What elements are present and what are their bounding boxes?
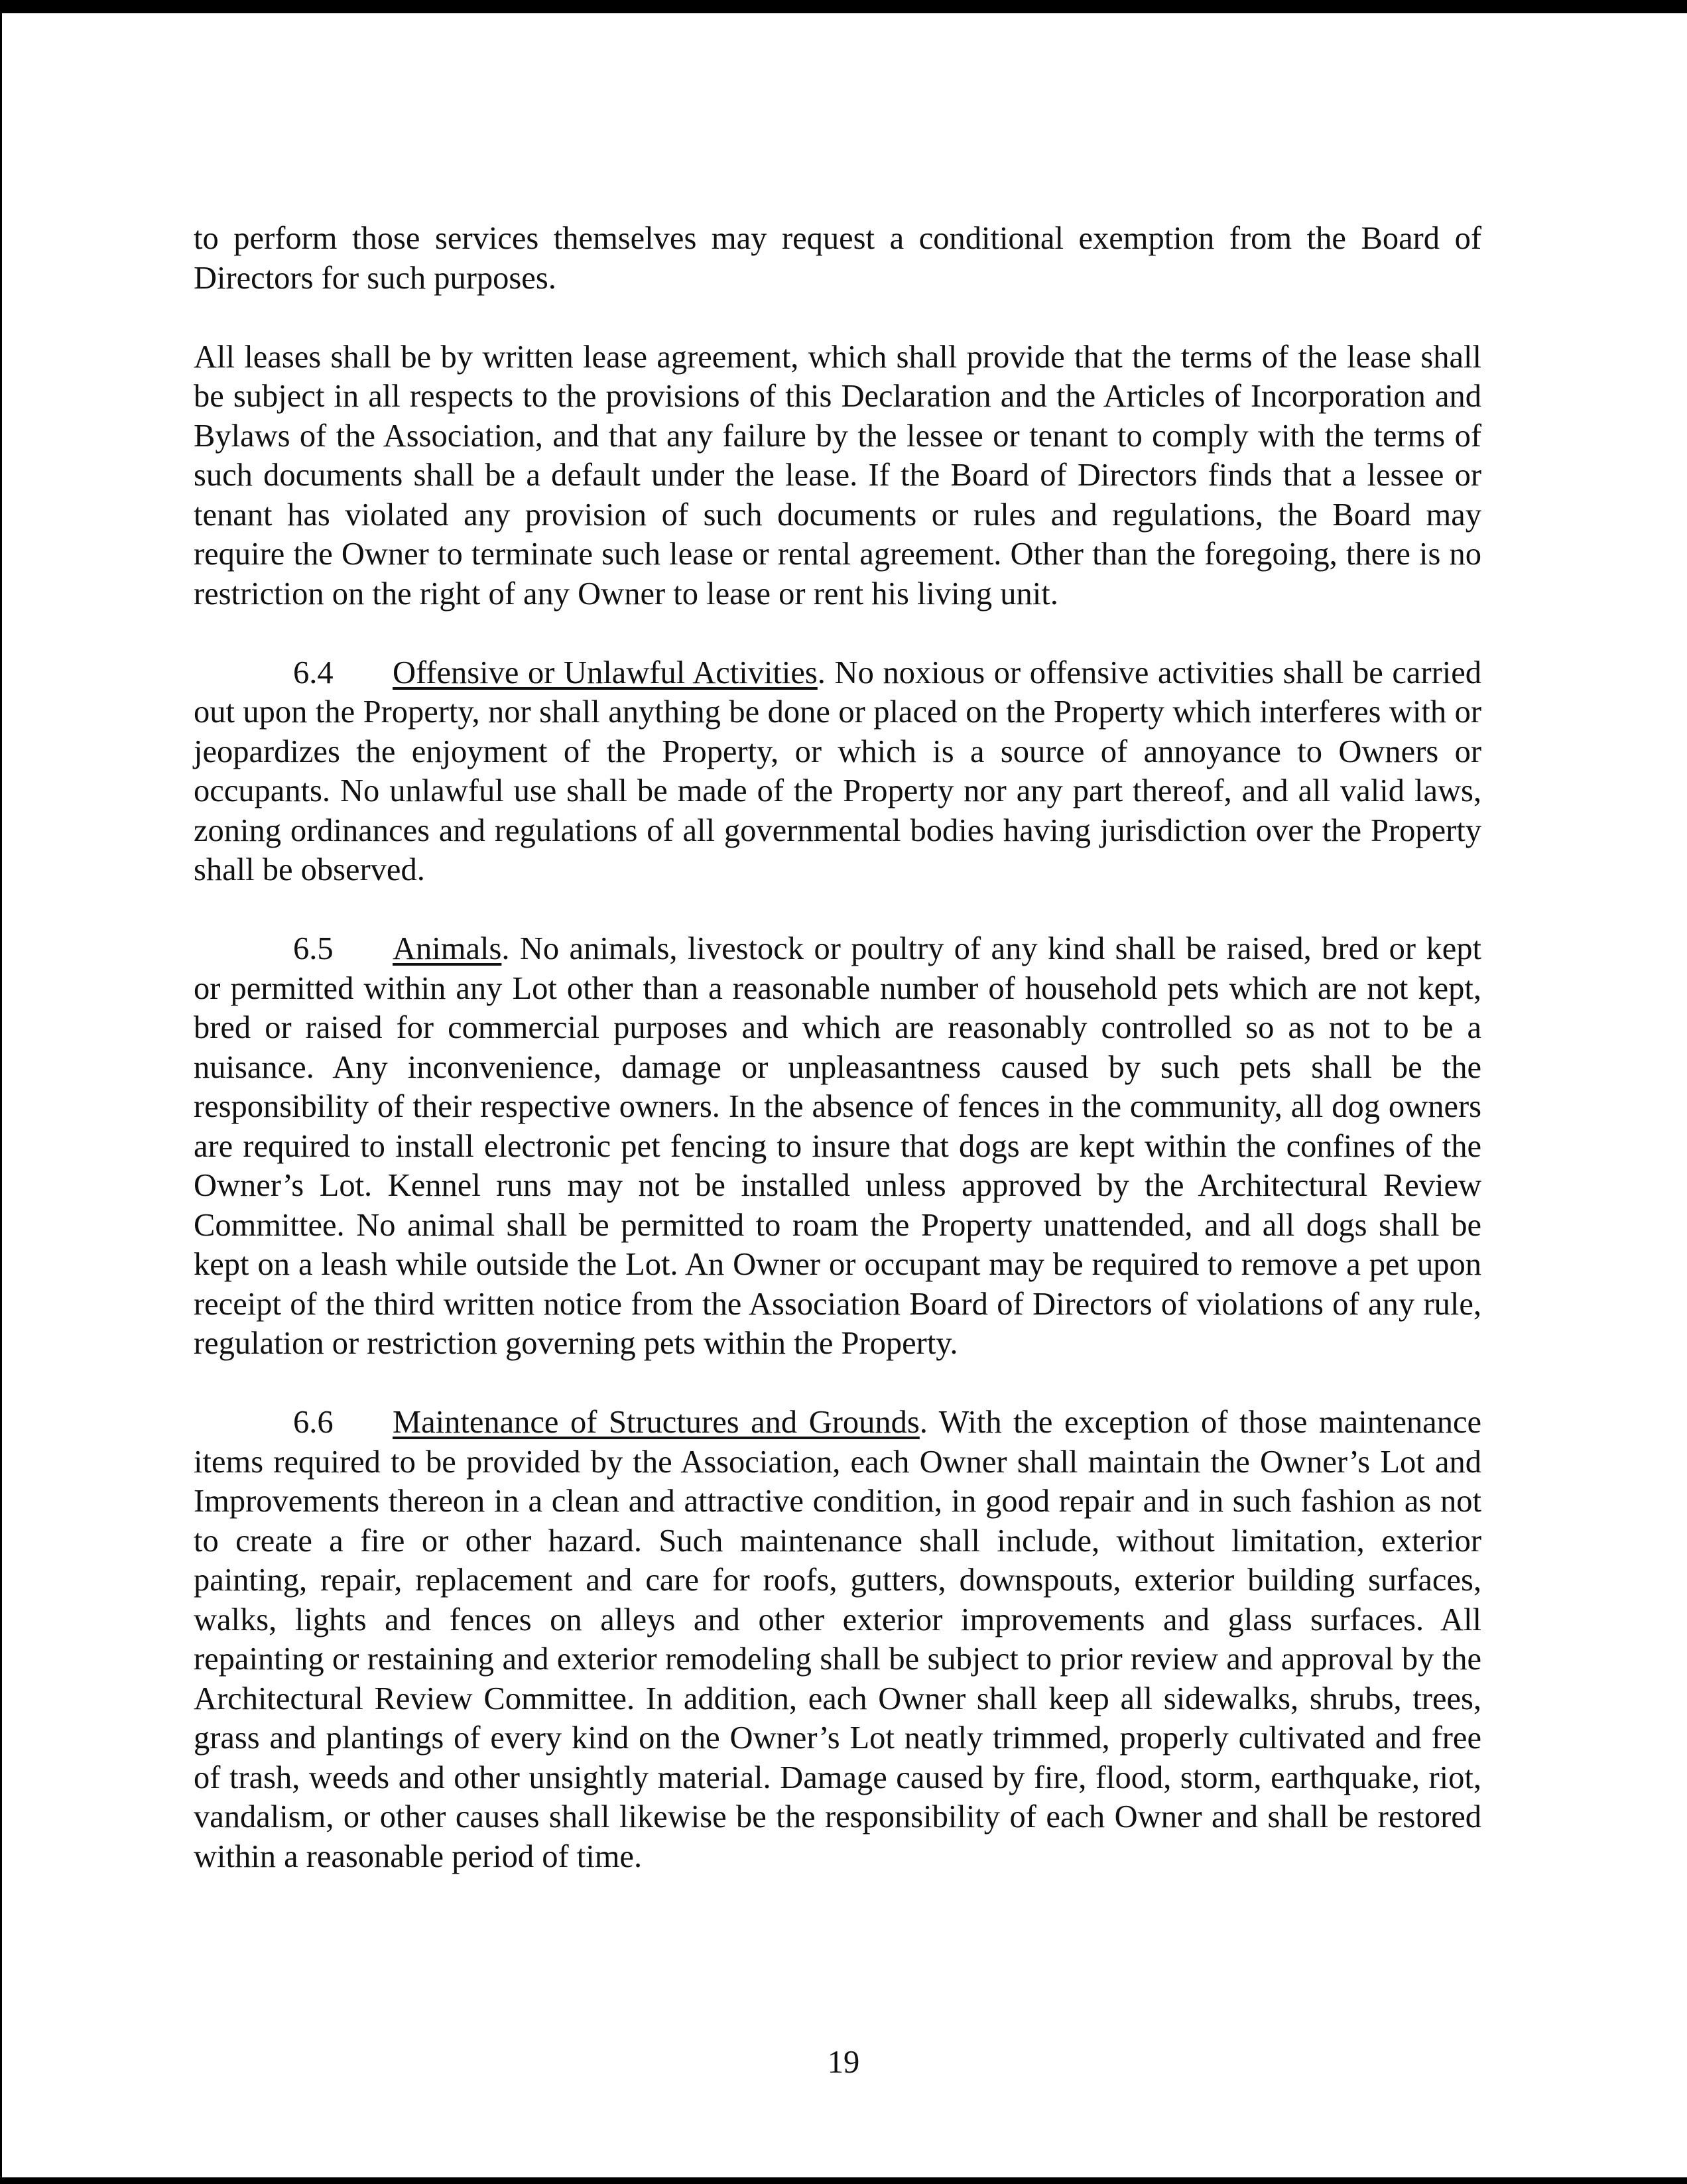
- continuation-paragraph: to perform those services themselves may request a conditional exemption from the Board of Directors for such purposes.: [194, 221, 1481, 296]
- section-number: 6.5: [293, 931, 334, 966]
- section-6-6: [194, 1403, 1481, 1876]
- paragraph-gap: [194, 1364, 1481, 1403]
- section-heading: Maintenance of Structures and Grounds: [393, 1405, 920, 1440]
- scan-border-bottom: [0, 2177, 1687, 2184]
- section-6-4: [194, 653, 1481, 890]
- section-heading: Animals: [393, 931, 502, 966]
- section-6-5: [194, 929, 1481, 1364]
- paragraph-gap: [194, 298, 1481, 338]
- section-body: . No noxious or offensive activities shall be carried out upon the Property, nor shall anything be done or placed on the Property which interferes with or jeopardizes the enjoyment of the Property, or which is a source of annoyance to Owners or occupants. No unlawful use shall be made of the Property nor any part thereof, and all valid laws, zoning ordinances and regulations of all governmental bodies having jurisdiction over the Property shall be observed.: [194, 655, 1481, 887]
- section-heading: Offensive or Unlawful Activities: [393, 655, 818, 690]
- leases-paragraph: All leases shall be by written lease agreement, which shall provide that the terms of the lease shall be subject in all respects to the provisions of this Declaration and the Articles of Incorporation and Bylaws of the Association, and that any failure by the lessee or tenant to comply with the terms of such documents shall be a default under the lease. If the Board of Directors finds that a lessee or tenant has violated any provision of such documents or rules and regulations, the Board may require the Owner to terminate such lease or rental agreement. Other than the foregoing, there is no restriction on the right of any Owner to lease or rent his living unit.: [194, 339, 1481, 611]
- section-body: . No animals, livestock or poultry of any kind shall be raised, bred or kept or permitted within any Lot other than a reasonable number of household pets which are not kept, bred or raised for commercial purposes and which are reasonably controlled so as not to be a nuisance. Any inconvenience, damage or unpleasantness caused by such pets shall be the responsibility of their respective owners. In the absence of fences in the community, all dog owners are required to install electronic pet fencing to insure that dogs are kept within the confines of the Owner’s Lot. Kennel runs may not be installed unless approved by the Architectural Review Committee. No animal shall be permitted to roam the Property unattended, and all dogs shall be kept on a leash while outside the Lot. An Owner or occupant may be required to remove a pet upon receipt of the third written notice from the Association Board of Directors of violations of any rule, regulation or restriction governing pets within the Property.: [194, 931, 1481, 1361]
- paragraph-gap: [194, 613, 1481, 653]
- scan-border-left: [0, 0, 2, 2184]
- section-body: . With the exception of those maintenance items required to be provided by the Association, each Owner shall maintain the Owner’s Lot and Improvements thereon in a clean and attractive condition, in good repair and in such fashion as not to create a fire or other hazard. Such maintenance shall include, without limitation, exterior painting, repair, replacement and care for roofs, gutters, downspouts, exterior building surfaces, walks, lights and fences on alleys and other exterior improvements and glass surfaces. All repainting or restaining and exterior remodeling shall be subject to prior review and approval by the Architectural Review Committee. In addition, each Owner shall keep all sidewalks, shrubs, trees, grass and plantings of every kind on the Owner’s Lot neatly trimmed, properly cultivated and free of trash, weeds and other unsightly material. Damage caused by fire, flood, storm, earthquake, riot, vandalism, or other causes shall likewise be the responsibility of each Owner and shall be restored within a reasonable period of time.: [194, 1405, 1481, 1874]
- scan-border-top: [0, 0, 1687, 13]
- page-number: 19: [827, 2045, 860, 2080]
- section-number: 6.6: [293, 1405, 334, 1440]
- document-page: [194, 219, 1481, 1876]
- section-number: 6.4: [293, 655, 334, 690]
- paragraph-gap: [194, 890, 1481, 930]
